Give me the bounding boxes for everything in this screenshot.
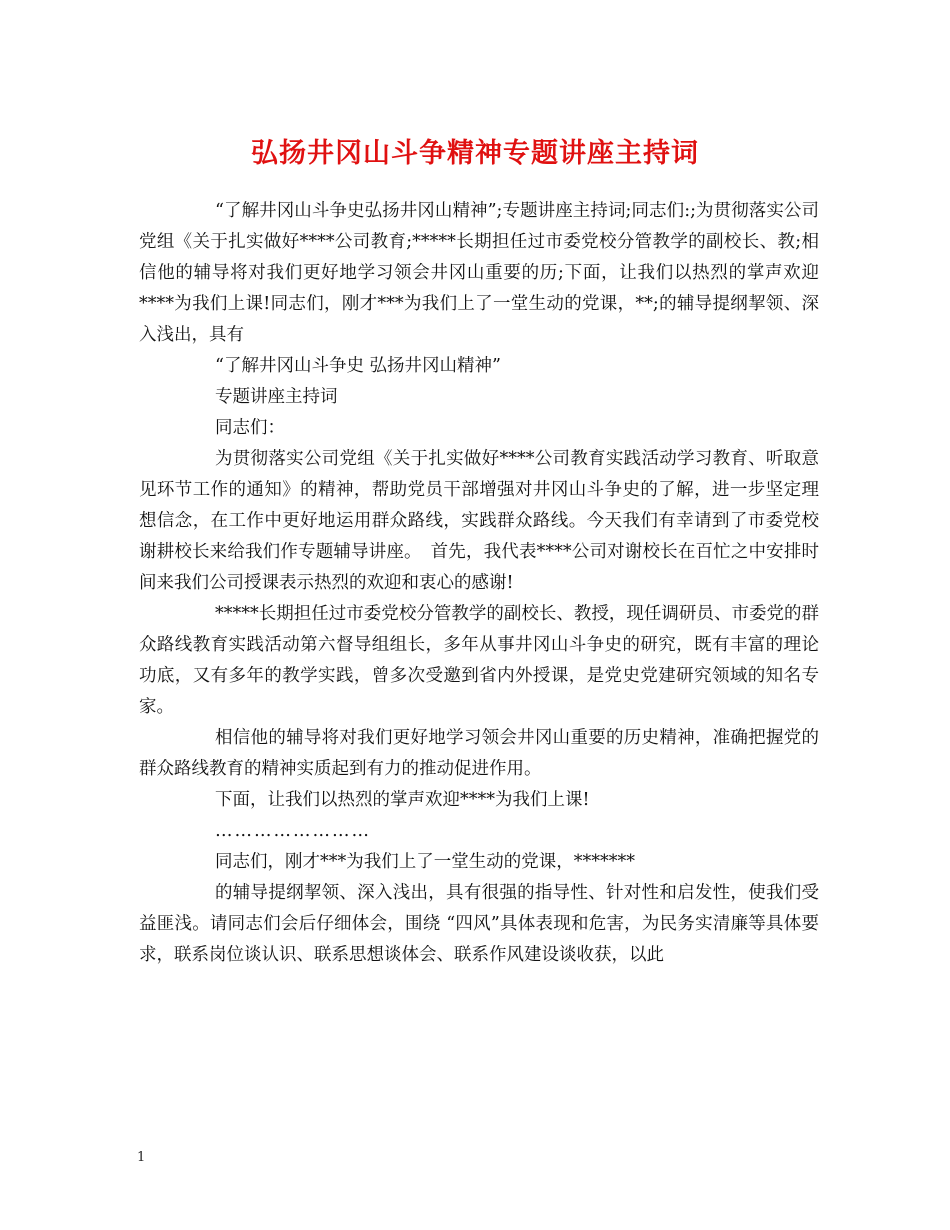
paragraph-salutation: 同志们： xyxy=(215,418,285,438)
paragraph-intro: 为贯彻落实公司党组《关于扎实做好****公司教育实践活动学习教育、听取意见环节工作的通知》的精神，帮助党员干部增强对井冈山斗争史的了解，进一步坚定理想信念，在工作中更好地运用群众路线，实践群众路线。今天我们有幸请到了市委党校谢耕校长来给我们作专题辅导讲座。 首先，我代表****公司对谢校长在百忙之中安排时间来我们公司授课表示热烈的欢迎和衷心的感谢! xyxy=(139,449,819,593)
paragraph-closing-intro: 同志们，刚才***为我们上了一堂生动的党课，******* xyxy=(215,852,635,872)
paragraph-speaker-bio: *****长期担任过市委党校分管教学的副校长、教授，现任调研员、市委党的群众路线教育实践活动第六督导组组长，多年从事井冈山斗争史的研究，既有丰富的理论功底，又有多年的教学实践，曾多次受邀到省内外授课，是党史党建研究领域的知名专家。 xyxy=(139,604,819,717)
document-body xyxy=(139,196,819,971)
paragraph-summary: “了解井冈山斗争史弘扬井冈山精神”;专题讲座主持词;同志们:;为贯彻落实公司党组《关于扎实做好****公司教育;*****长期担任过市委党校分管教学的副校长、教;相信他的辅导将对我们更好地学习领会井冈山重要的历;下面，让我们以热烈的掌声欢迎****为我们上课!同志们，刚才***为我们上了一堂生动的党课，**;的辅导提纲挈领、深入浅出，具有 xyxy=(139,201,819,345)
page-number: 1 xyxy=(137,1150,146,1165)
paragraph-slogan: “了解井冈山斗争史 弘扬井冈山精神” xyxy=(215,356,501,376)
paragraph-expectation: 相信他的辅导将对我们更好地学习领会井冈山重要的历史精神，准确把握党的群众路线教育的精神实质起到有力的推动促进作用。 xyxy=(139,728,819,779)
ellipsis-divider: …………………… xyxy=(215,821,371,841)
paragraph-closing: 的辅导提纲挈领、深入浅出，具有很强的指导性、针对性和启发性，使我们受益匪浅。请同志们会后仔细体会，围绕 “四风”具体表现和危害，为民务实清廉等具体要求，联系岗位谈认识、联系思想谈体会、联系作风建设谈收获，以此 xyxy=(139,883,819,965)
document-title: 弘扬井冈山斗争精神专题讲座主持词 xyxy=(251,138,699,169)
paragraph-welcome: 下面，让我们以热烈的掌声欢迎****为我们上课! xyxy=(215,790,590,810)
paragraph-subtitle: 专题讲座主持词 xyxy=(215,387,338,407)
